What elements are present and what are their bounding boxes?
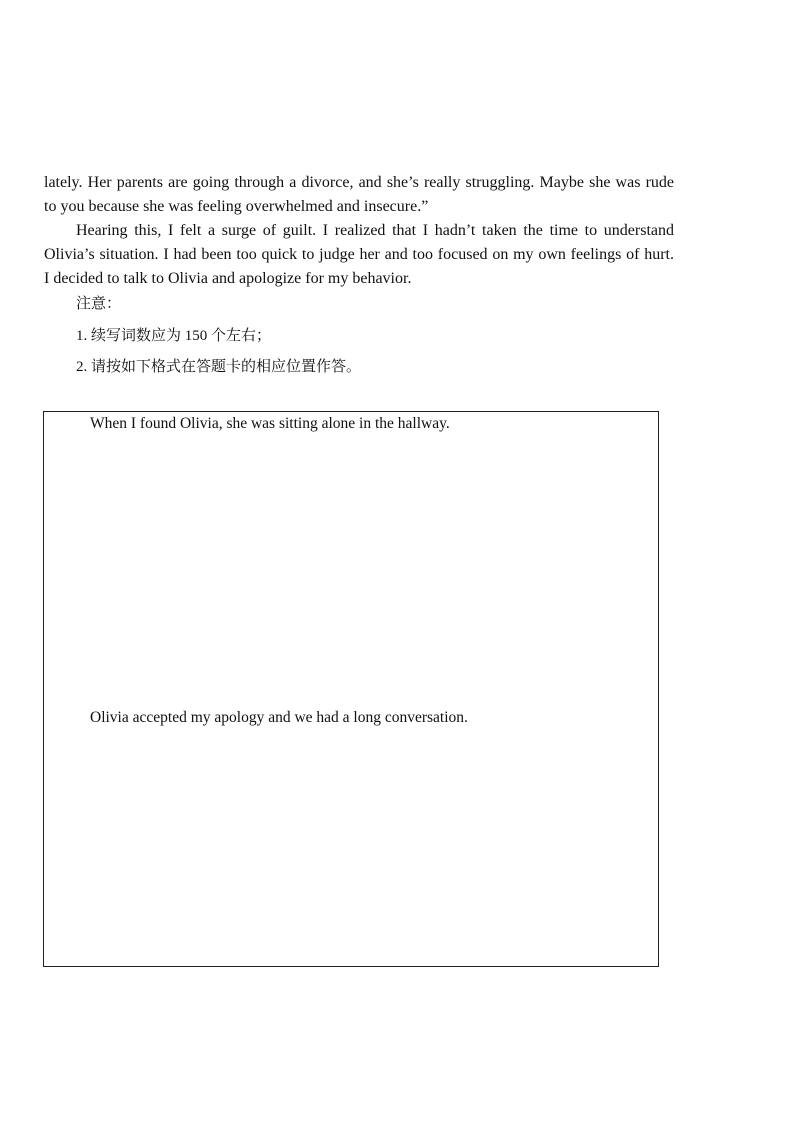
passage-line-1: lately. Her parents are going through a divorce, and she’s really struggling. Maybe she was rude xyxy=(44,174,674,191)
note-item-2: 2. 请按如下格式在答题卡的相应位置作答。 xyxy=(76,359,362,375)
paragraph2-start-sentence: Olivia accepted my apology and we had a long conversation. xyxy=(90,709,468,726)
answer-box xyxy=(43,411,659,967)
passage-line-4: Olivia’s situation. I had been too quick to judge her and too focused on my own feelings of hurt. xyxy=(44,246,674,263)
passage-line-3: Hearing this, I felt a surge of guilt. I realized that I hadn’t taken the time to understand xyxy=(76,222,674,239)
passage-line-2: to you because she was feeling overwhelmed and insecure.” xyxy=(44,198,429,215)
notes-heading: 注意： xyxy=(76,296,122,312)
note-item-1: 1. 续写词数应为 150 个左右； xyxy=(76,328,272,344)
paragraph1-start-sentence: When I found Olivia, she was sitting alone in the hallway. xyxy=(90,415,450,432)
passage-line-5: I decided to talk to Olivia and apologize for my behavior. xyxy=(44,270,412,287)
